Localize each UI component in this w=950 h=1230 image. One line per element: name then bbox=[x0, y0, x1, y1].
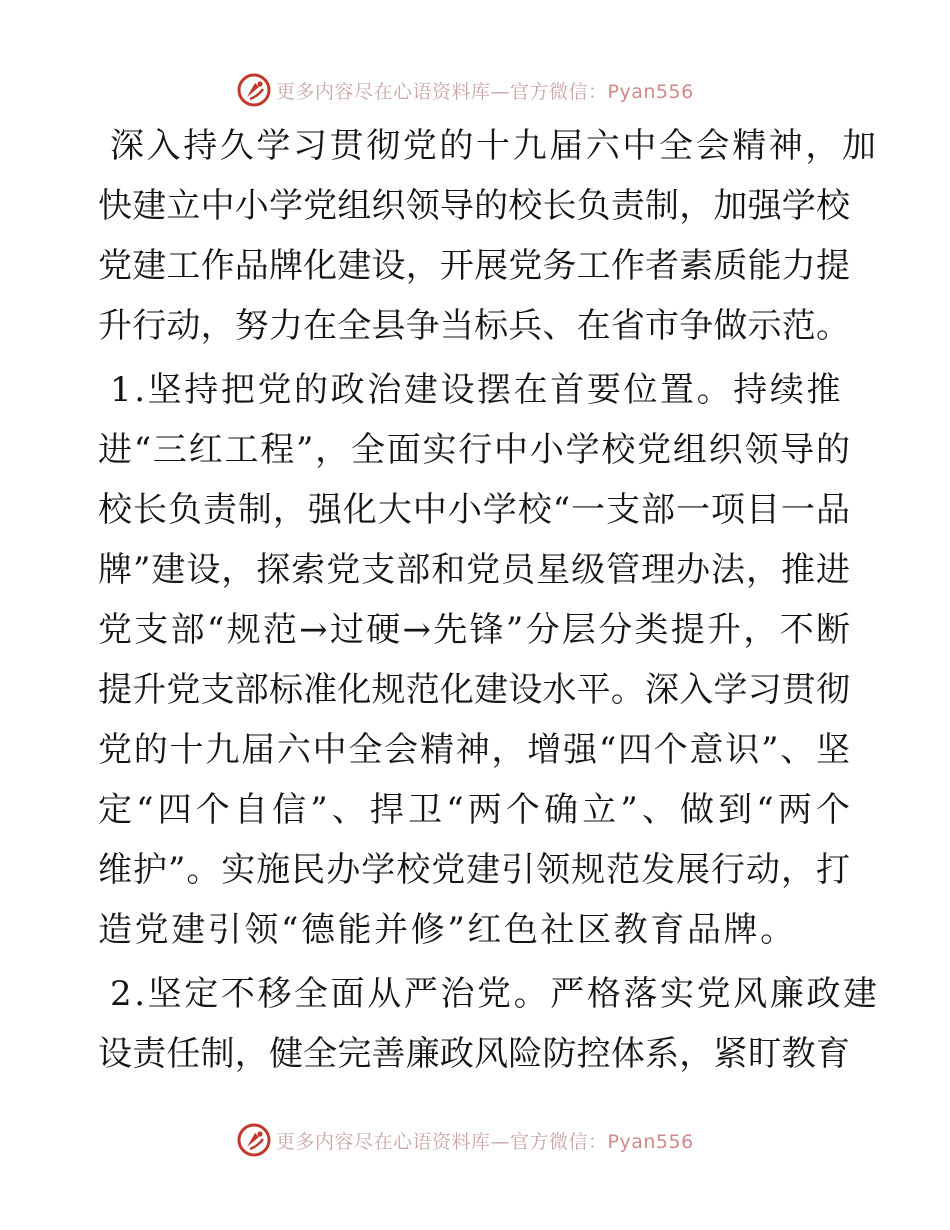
watermark-wechat-id: Pyan556 bbox=[607, 80, 694, 103]
text-line: 维护”。实施民办学校党建引领规范发展行动，打 bbox=[98, 850, 850, 890]
text-line: 校长负责制，强化大中小学校“一支部一项目一品 bbox=[98, 490, 850, 530]
text-line: 设责任制，健全完善廉政风险防控体系，紧盯教育 bbox=[98, 1034, 850, 1074]
text-line: 进“三红工程”，全面实行中小学校党组织领导的 bbox=[98, 430, 850, 470]
watermark-text: 更多内容尽在心语资料库—官方微信： bbox=[276, 80, 608, 103]
text-line: 党的十九届六中全会精神，增强“四个意识”、坚 bbox=[98, 730, 850, 770]
text-line: 升行动，努力在全县争当标兵、在省市争做示范。 bbox=[98, 306, 850, 346]
watermark-footer bbox=[236, 1122, 694, 1158]
text-line: 牌”建设，探索党支部和党员星级管理办法，推进 bbox=[98, 550, 850, 590]
text-line: 提升党支部标准化规范化建设水平。深入学习贯彻 bbox=[98, 670, 850, 710]
text-line: 2.坚定不移全面从严治党。严格落实党风廉政建 bbox=[110, 974, 880, 1014]
text-line: 造党建引领“德能并修”红色社区教育品牌。 bbox=[98, 910, 797, 950]
text-line: 党建工作品牌化建设，开展党务工作者素质能力提 bbox=[98, 246, 850, 286]
watermark-text: 更多内容尽在心语资料库—官方微信： bbox=[276, 1130, 608, 1153]
red-seal-logo-icon bbox=[236, 72, 272, 108]
paragraph-intro bbox=[98, 116, 879, 356]
text-line: 1.坚持把党的政治建设摆在首要位置。持续推 bbox=[110, 370, 844, 410]
text-line: 快建立中小学党组织领导的校长负责制，加强学校 bbox=[98, 186, 850, 226]
document-body bbox=[98, 116, 880, 1088]
watermark-wechat-id: Pyan556 bbox=[607, 1130, 694, 1153]
paragraph-item-1 bbox=[98, 360, 850, 960]
red-seal-logo-icon bbox=[236, 1122, 272, 1158]
text-line: 深入持久学习贯彻党的十九届六中全会精神，加 bbox=[110, 126, 879, 166]
text-line: 定“四个自信”、捍卫“两个确立”、做到“两个 bbox=[98, 790, 850, 830]
paragraph-item-2 bbox=[98, 964, 880, 1084]
text-line: 党支部“规范→过硬→先锋”分层分类提升，不断 bbox=[98, 610, 850, 650]
watermark-header bbox=[236, 72, 694, 108]
